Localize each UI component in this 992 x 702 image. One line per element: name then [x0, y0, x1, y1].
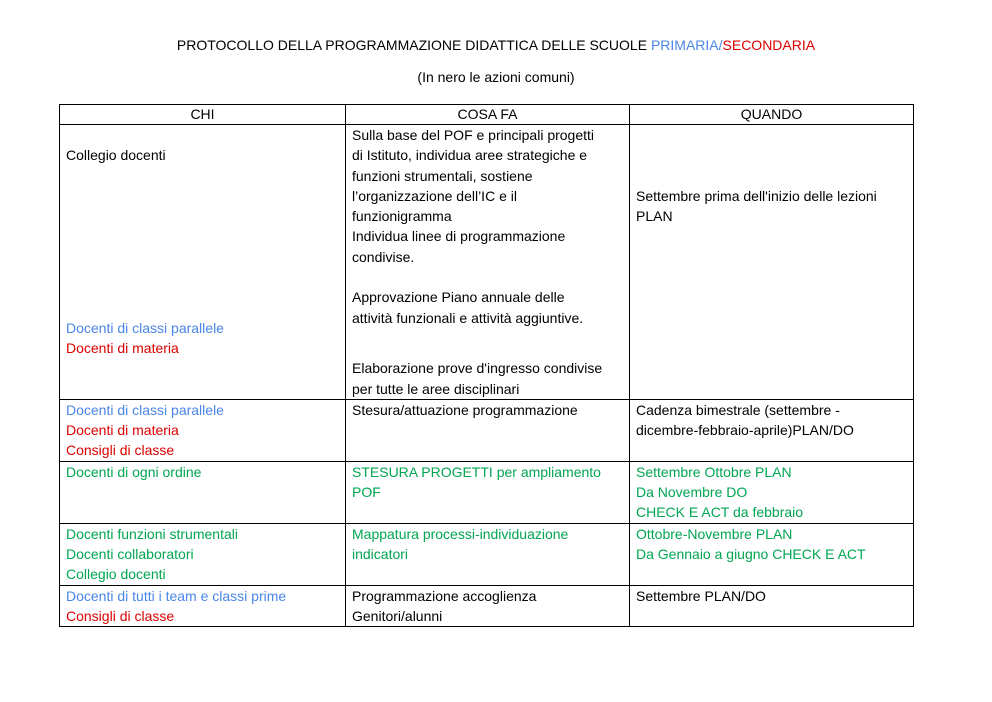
chi-item: Collegio docenti — [66, 566, 166, 583]
cosa-line: di Istituto, individua aree strategiche e — [352, 147, 588, 164]
cosa-cell — [346, 125, 630, 400]
cosa-line: funzioni strumentali, sostiene — [352, 167, 533, 184]
cosa-line: Individua linee di programmazione — [352, 228, 566, 245]
quando-cell — [630, 523, 914, 585]
header-quando: QUANDO — [630, 105, 914, 125]
quando-line: Da Gennaio a giugno CHECK E ACT — [636, 545, 866, 562]
chi-item: Docenti funzioni strumentali — [66, 525, 238, 542]
quando-cell — [630, 461, 914, 523]
cosa-line: Stesura/attuazione programmazione — [352, 401, 578, 418]
cosa-cell — [346, 585, 630, 627]
cosa-line: POF — [352, 484, 381, 501]
title-primaria: PRIMARIA — [650, 37, 719, 53]
chi-item: Consigli di classe — [66, 442, 175, 459]
chi-item: Docenti di materia — [66, 422, 179, 439]
quando-line: Settembre PLAN/DO — [636, 587, 766, 604]
chi-item: Docenti di classi parallele — [66, 319, 224, 336]
cosa-line: Genitori/alunni — [352, 607, 443, 624]
cosa-line: Sulla base del POF e principali progetti — [352, 127, 595, 143]
chi-cell — [60, 399, 346, 461]
chi-item: Docenti di ogni ordine — [66, 463, 202, 480]
table-row — [60, 523, 914, 585]
quando-line: Cadenza bimestrale (settembre - — [636, 401, 840, 418]
header-chi: CHI — [60, 105, 346, 125]
table-header-row — [60, 105, 914, 125]
quando-cell — [630, 399, 914, 461]
protocol-table — [59, 104, 914, 627]
title-prefix: PROTOCOLLO DELLA PROGRAMMAZIONE DIDATTICA DELLE SCUOLE — [176, 37, 651, 53]
cosa-line: l’organizzazione dell’IC e il — [352, 187, 517, 204]
chi-item: Consigli di classe — [66, 607, 175, 624]
cosa-cell — [346, 461, 630, 523]
chi-item: Collegio docenti — [66, 147, 166, 164]
document-subtitle: (In nero le azioni comuni) — [417, 69, 575, 85]
quando-line: dicembre-febbraio-aprile)PLAN/DO — [636, 422, 854, 439]
cosa-line: Mappatura processi-individuazione — [352, 525, 569, 542]
header-cosa-fa: COSA FA — [346, 105, 630, 125]
chi-item: Docenti di materia — [66, 339, 179, 356]
chi-cell — [60, 585, 346, 627]
document-title — [0, 36, 992, 54]
title-secondaria: SECONDARIA — [722, 37, 816, 53]
table-row — [60, 399, 914, 461]
cosa-line: funzionigramma — [352, 208, 452, 225]
quando-line: Da Novembre DO — [636, 484, 748, 501]
quando-line: Ottobre-Novembre PLAN — [636, 525, 793, 542]
chi-item: Docenti di tutti i team e classi prime — [66, 587, 287, 604]
table-row — [60, 125, 914, 400]
cosa-line: indicatori — [352, 545, 409, 562]
quando-line: Settembre Ottobre PLAN — [636, 463, 792, 480]
cosa-line: condivise. — [352, 248, 415, 265]
cosa-line: STESURA PROGETTI per ampliamento — [352, 463, 601, 480]
quando-line: CHECK E ACT da febbraio — [636, 504, 804, 521]
chi-cell — [60, 125, 346, 400]
quando-line: PLAN — [636, 208, 673, 225]
title-slash: / — [718, 37, 723, 53]
cosa-line: attività funzionali e attività aggiuntive. — [352, 309, 584, 326]
cosa-line: per tutte le aree disciplinari — [352, 380, 520, 397]
cosa-line: Elaborazione prove d'ingresso condivise — [352, 360, 603, 377]
chi-cell — [60, 461, 346, 523]
table-row — [60, 461, 914, 523]
quando-cell — [630, 585, 914, 627]
quando-line: Settembre prima dell'inizio delle lezioni — [636, 187, 877, 204]
cosa-cell — [346, 523, 630, 585]
chi-item: Docenti di classi parallele — [66, 401, 224, 418]
chi-cell — [60, 523, 346, 585]
cosa-cell — [346, 399, 630, 461]
table-row — [60, 585, 914, 627]
chi-item: Docenti collaboratori — [66, 545, 194, 562]
quando-cell — [630, 125, 914, 400]
cosa-line: Programmazione accoglienza — [352, 587, 537, 604]
cosa-line: Approvazione Piano annuale delle — [352, 289, 565, 306]
